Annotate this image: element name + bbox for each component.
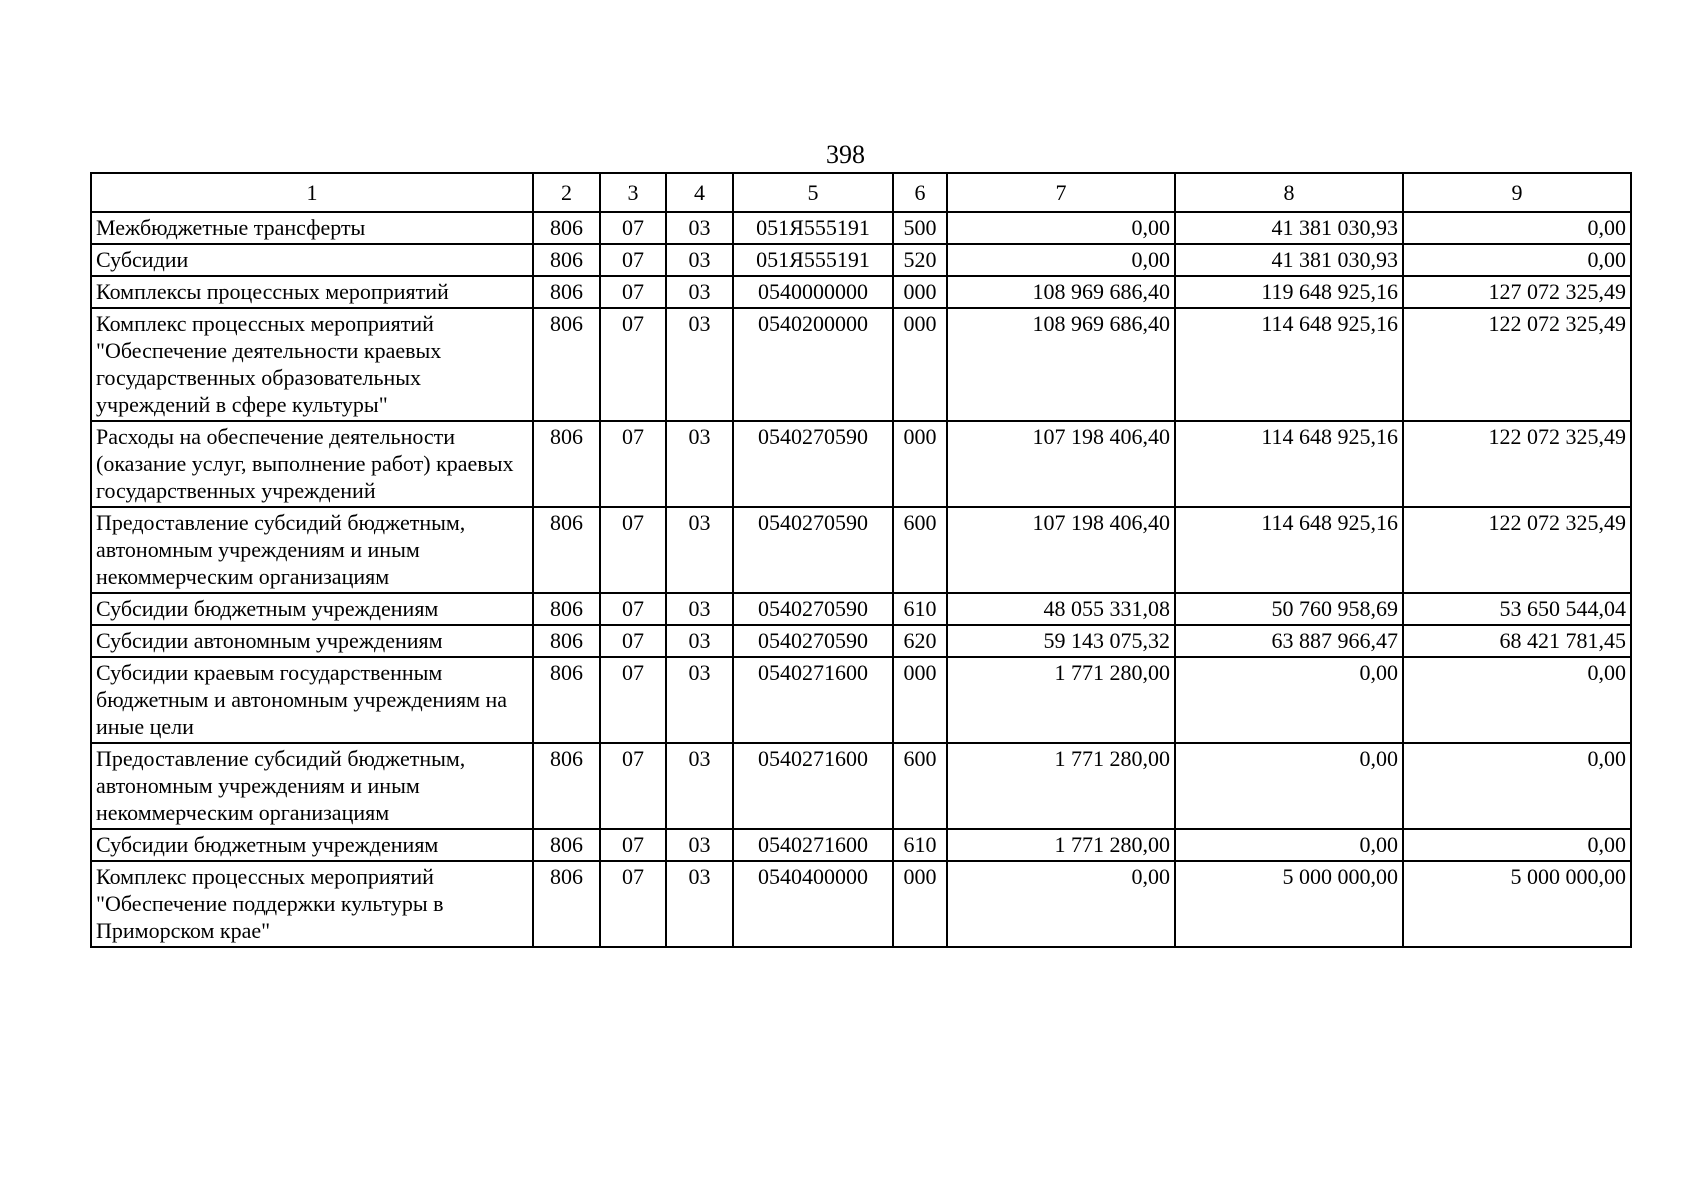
expense-kind-cell: 600 [893, 743, 947, 829]
row-name-cell: Субсидии бюджетным учреждениям [91, 593, 533, 625]
amount-cell-col9: 53 650 544,04 [1403, 593, 1631, 625]
section-code-cell: 07 [600, 593, 666, 625]
amount-cell-col9: 122 072 325,49 [1403, 507, 1631, 593]
amount-cell-col8: 114 648 925,16 [1175, 507, 1403, 593]
ministry-code-cell: 806 [533, 625, 600, 657]
amount-cell-col7: 0,00 [947, 212, 1175, 244]
section-code-cell: 07 [600, 743, 666, 829]
header-cell: 3 [600, 173, 666, 212]
expense-kind-cell: 000 [893, 657, 947, 743]
amount-cell-col8: 41 381 030,93 [1175, 212, 1403, 244]
amount-cell-col7: 1 771 280,00 [947, 743, 1175, 829]
section-code-cell: 07 [600, 507, 666, 593]
target-article-cell: 051Я555191 [733, 244, 893, 276]
ministry-code-cell: 806 [533, 212, 600, 244]
amount-cell-col9: 0,00 [1403, 212, 1631, 244]
amount-cell-col8: 0,00 [1175, 657, 1403, 743]
expense-kind-cell: 000 [893, 308, 947, 421]
header-cell: 8 [1175, 173, 1403, 212]
expense-kind-cell: 620 [893, 625, 947, 657]
table-row [91, 657, 1631, 743]
amount-cell-col8: 0,00 [1175, 743, 1403, 829]
amount-cell-col8: 0,00 [1175, 829, 1403, 861]
row-name-cell: Субсидии [91, 244, 533, 276]
ministry-code-cell: 806 [533, 421, 600, 507]
target-article-cell: 0540270590 [733, 625, 893, 657]
target-article-cell: 0540271600 [733, 829, 893, 861]
ministry-code-cell: 806 [533, 657, 600, 743]
ministry-code-cell: 806 [533, 244, 600, 276]
header-cell: 9 [1403, 173, 1631, 212]
table-row [91, 308, 1631, 421]
table-row [91, 212, 1631, 244]
ministry-code-cell: 806 [533, 276, 600, 308]
target-article-cell: 0540000000 [733, 276, 893, 308]
amount-cell-col7: 108 969 686,40 [947, 308, 1175, 421]
subsection-code-cell: 03 [666, 308, 733, 421]
header-row [91, 173, 1631, 212]
table-row [91, 829, 1631, 861]
amount-cell-col7: 48 055 331,08 [947, 593, 1175, 625]
amount-cell-col8: 50 760 958,69 [1175, 593, 1403, 625]
header-cell: 7 [947, 173, 1175, 212]
amount-cell-col7: 0,00 [947, 244, 1175, 276]
subsection-code-cell: 03 [666, 507, 733, 593]
header-cell: 2 [533, 173, 600, 212]
ministry-code-cell: 806 [533, 593, 600, 625]
ministry-code-cell: 806 [533, 743, 600, 829]
section-code-cell: 07 [600, 244, 666, 276]
amount-cell-col9: 5 000 000,00 [1403, 861, 1631, 947]
subsection-code-cell: 03 [666, 861, 733, 947]
section-code-cell: 07 [600, 308, 666, 421]
subsection-code-cell: 03 [666, 829, 733, 861]
target-article-cell: 0540270590 [733, 507, 893, 593]
section-code-cell: 07 [600, 625, 666, 657]
subsection-code-cell: 03 [666, 276, 733, 308]
header-cell: 1 [91, 173, 533, 212]
section-code-cell: 07 [600, 421, 666, 507]
amount-cell-col9: 122 072 325,49 [1403, 421, 1631, 507]
table-row [91, 743, 1631, 829]
subsection-code-cell: 03 [666, 212, 733, 244]
table-row [91, 625, 1631, 657]
page-number: 398 [826, 140, 865, 169]
expense-kind-cell: 500 [893, 212, 947, 244]
amount-cell-col9: 122 072 325,49 [1403, 308, 1631, 421]
table-row [91, 421, 1631, 507]
expense-kind-cell: 610 [893, 593, 947, 625]
row-name-cell: Комплекс процессных мероприятий "Обеспечение поддержки культуры в Приморском крае" [91, 861, 533, 947]
amount-cell-col9: 0,00 [1403, 743, 1631, 829]
row-name-cell: Предоставление субсидий бюджетным, автономным учреждениям и иным некоммерческим организациям [91, 507, 533, 593]
amount-cell-col7: 107 198 406,40 [947, 421, 1175, 507]
section-code-cell: 07 [600, 212, 666, 244]
expense-kind-cell: 520 [893, 244, 947, 276]
table-row [91, 507, 1631, 593]
section-code-cell: 07 [600, 829, 666, 861]
section-code-cell: 07 [600, 276, 666, 308]
amount-cell-col8: 114 648 925,16 [1175, 308, 1403, 421]
target-article-cell: 0540271600 [733, 743, 893, 829]
table-row [91, 593, 1631, 625]
amount-cell-col9: 127 072 325,49 [1403, 276, 1631, 308]
subsection-code-cell: 03 [666, 657, 733, 743]
header-cell: 4 [666, 173, 733, 212]
amount-cell-col8: 5 000 000,00 [1175, 861, 1403, 947]
ministry-code-cell: 806 [533, 829, 600, 861]
amount-cell-col8: 114 648 925,16 [1175, 421, 1403, 507]
ministry-code-cell: 806 [533, 308, 600, 421]
amount-cell-col9: 0,00 [1403, 657, 1631, 743]
amount-cell-col9: 0,00 [1403, 829, 1631, 861]
target-article-cell: 0540200000 [733, 308, 893, 421]
subsection-code-cell: 03 [666, 743, 733, 829]
amount-cell-col7: 0,00 [947, 861, 1175, 947]
amount-cell-col9: 68 421 781,45 [1403, 625, 1631, 657]
budget-table [90, 172, 1632, 948]
ministry-code-cell: 806 [533, 861, 600, 947]
amount-cell-col7: 1 771 280,00 [947, 657, 1175, 743]
section-code-cell: 07 [600, 657, 666, 743]
subsection-code-cell: 03 [666, 421, 733, 507]
row-name-cell: Субсидии бюджетным учреждениям [91, 829, 533, 861]
subsection-code-cell: 03 [666, 244, 733, 276]
row-name-cell: Межбюджетные трансферты [91, 212, 533, 244]
amount-cell-col8: 119 648 925,16 [1175, 276, 1403, 308]
header-cell: 5 [733, 173, 893, 212]
target-article-cell: 0540271600 [733, 657, 893, 743]
table-row [91, 244, 1631, 276]
expense-kind-cell: 610 [893, 829, 947, 861]
subsection-code-cell: 03 [666, 593, 733, 625]
row-name-cell: Предоставление субсидий бюджетным, автономным учреждениям и иным некоммерческим организациям [91, 743, 533, 829]
expense-kind-cell: 000 [893, 421, 947, 507]
expense-kind-cell: 600 [893, 507, 947, 593]
target-article-cell: 0540400000 [733, 861, 893, 947]
target-article-cell: 051Я555191 [733, 212, 893, 244]
amount-cell-col8: 41 381 030,93 [1175, 244, 1403, 276]
amount-cell-col7: 59 143 075,32 [947, 625, 1175, 657]
expense-kind-cell: 000 [893, 861, 947, 947]
amount-cell-col7: 107 198 406,40 [947, 507, 1175, 593]
table-row [91, 861, 1631, 947]
row-name-cell: Субсидии краевым государственным бюджетным и автономным учреждениям на иные цели [91, 657, 533, 743]
expense-kind-cell: 000 [893, 276, 947, 308]
subsection-code-cell: 03 [666, 625, 733, 657]
table-row [91, 276, 1631, 308]
amount-cell-col7: 1 771 280,00 [947, 829, 1175, 861]
row-name-cell: Комплексы процессных мероприятий [91, 276, 533, 308]
section-code-cell: 07 [600, 861, 666, 947]
amount-cell-col7: 108 969 686,40 [947, 276, 1175, 308]
header-cell: 6 [893, 173, 947, 212]
target-article-cell: 0540270590 [733, 421, 893, 507]
target-article-cell: 0540270590 [733, 593, 893, 625]
row-name-cell: Субсидии автономным учреждениям [91, 625, 533, 657]
amount-cell-col8: 63 887 966,47 [1175, 625, 1403, 657]
row-name-cell: Комплекс процессных мероприятий "Обеспечение деятельности краевых государственных образовательных учреждений в сфере культуры" [91, 308, 533, 421]
ministry-code-cell: 806 [533, 507, 600, 593]
row-name-cell: Расходы на обеспечение деятельности (оказание услуг, выполнение работ) краевых государственных учреждений [91, 421, 533, 507]
amount-cell-col9: 0,00 [1403, 244, 1631, 276]
